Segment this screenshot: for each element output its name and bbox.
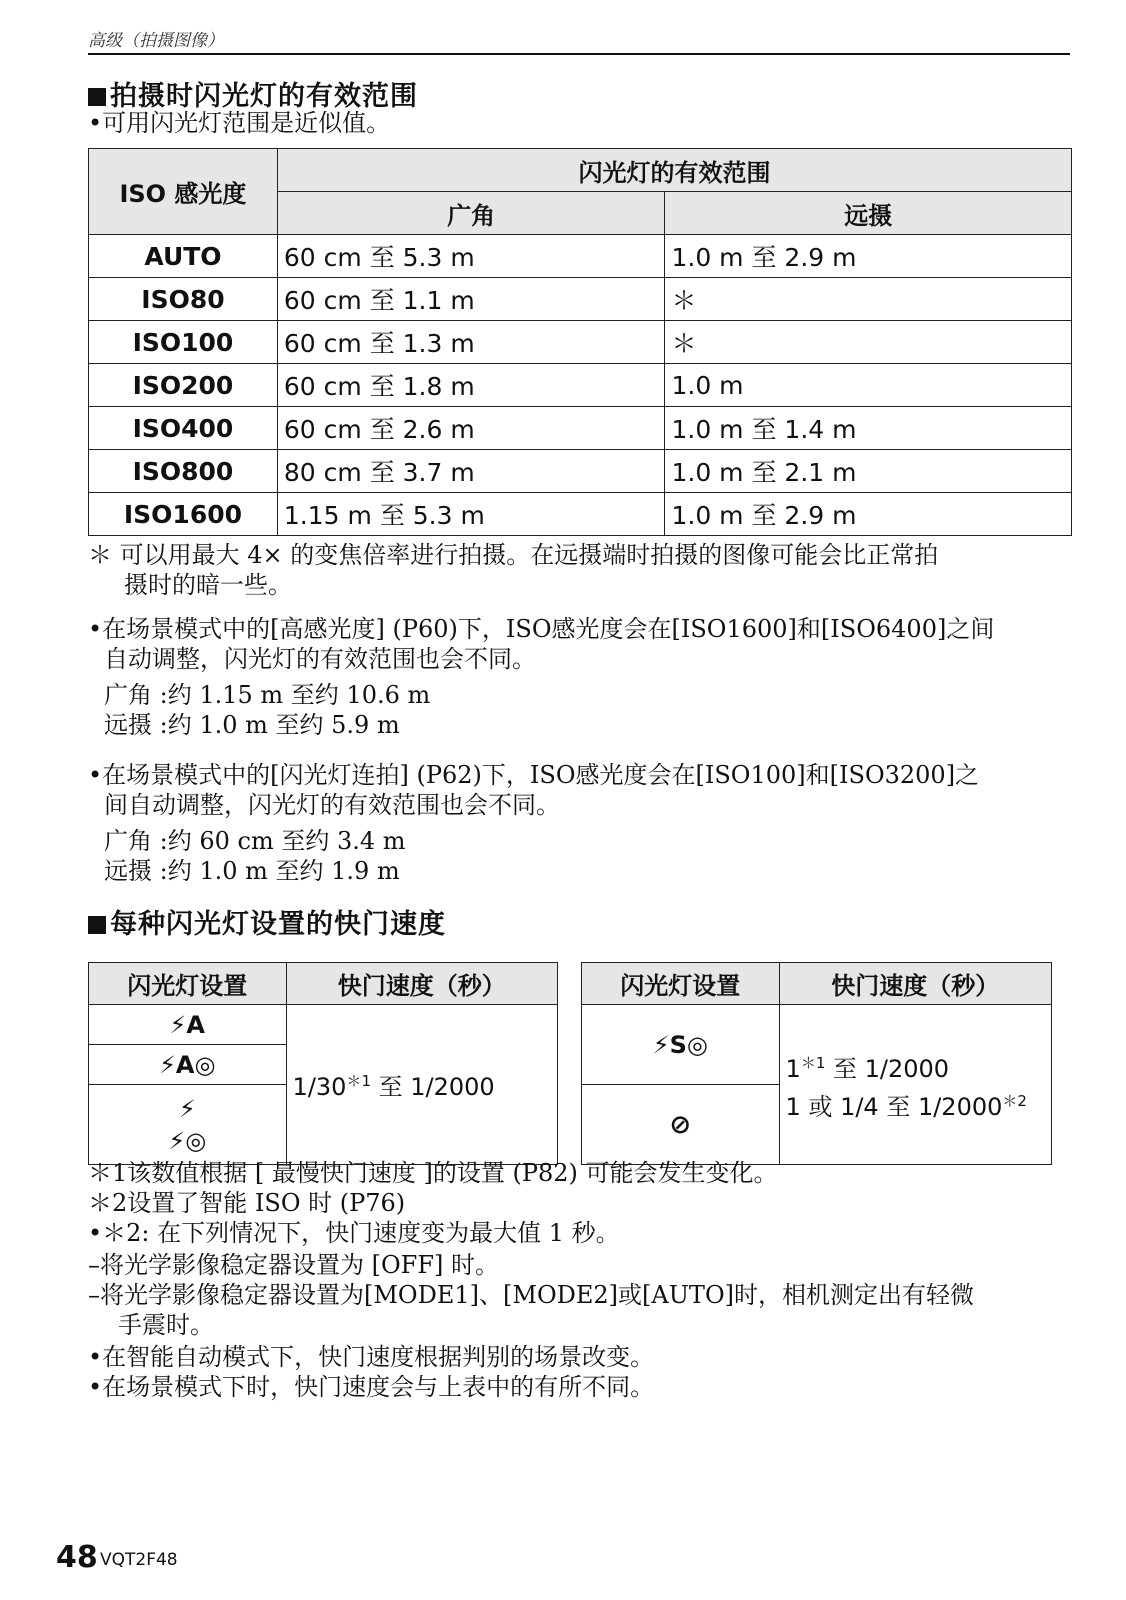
square-bullet-icon [88,916,106,934]
tele-cell: 1.0 m 至 2.9 m [665,493,1072,536]
note-ois-mode-line1: –将光学影像稳定器设置为[MODE1]、[MODE2]或[AUTO]时，相机测定出有轻微 [88,1281,974,1309]
table-row [89,407,1072,450]
high-sens-note-line2: 自动调整，闪光灯的有效范围也会不同。 [104,645,536,673]
page-number: 48 [56,1540,98,1575]
wide-cell: 60 cm 至 1.1 m [277,278,665,321]
square-bullet-icon [88,88,106,106]
note-max-shutter: •＊2: 在下列情况下，快门速度变为最大值 1 秒。 [88,1219,620,1247]
document-code: VQT2F48 [100,1550,178,1570]
flash-slow-sync-redeye-icon: ⚡S◎ [582,1005,780,1085]
col-header-flash-setting: 闪光灯设置 [89,963,287,1005]
wide-cell: 60 cm 至 2.6 m [277,407,665,450]
iso-cell: ISO1600 [89,493,278,536]
footnote-1: ＊1该数值根据 [ 最慢快门速度 ]的设置 (P82) 可能会发生变化。 [88,1159,778,1187]
header-rule [88,53,1070,55]
flash-range-note: •可用闪光灯范围是近似值。 [88,109,391,137]
shutter-table-right [581,962,1052,1165]
high-sens-note-line1: •在场景模式中的[高感光度] (P60)下，ISO感光度会在[ISO1600]和[ISO6400]之间 [88,615,995,643]
tele-cell: ＊ [665,278,1072,321]
table-row [89,364,1072,407]
tele-cell: 1.0 m [665,364,1072,407]
col-header-shutter-speed: 快门速度（秒） [779,963,1051,1005]
star-note-line2: 摄时的暗一些。 [124,571,292,599]
col-header-iso: ISO 感光度 [89,149,278,235]
tele-cell: 1.0 m 至 2.1 m [665,450,1072,493]
iso-cell: ISO800 [89,450,278,493]
col-header-range: 闪光灯的有效范围 [277,149,1071,192]
flash-burst-tele: 远摄 :约 1.0 m 至约 1.9 m [104,857,400,885]
high-sens-wide: 广角 :约 1.15 m 至约 10.6 m [104,681,431,709]
iso-cell: ISO100 [89,321,278,364]
tele-cell: 1.0 m 至 1.4 m [665,407,1072,450]
flash-burst-note-line1: •在场景模式中的[闪光灯连拍] (P62)下，ISO感光度会在[ISO100]和[ISO3200]之 [88,761,980,789]
wide-cell: 60 cm 至 5.3 m [277,235,665,278]
flash-forced-icons-cell [89,1085,287,1165]
flash-burst-note-line2: 间自动调整，闪光灯的有效范围也会不同。 [104,791,560,819]
table-row [89,450,1072,493]
wide-cell: 60 cm 至 1.3 m [277,321,665,364]
flash-range-table [88,148,1072,536]
flash-off-icon: ⊘ [582,1085,780,1165]
iso-cell: ISO400 [89,407,278,450]
footnote-2: ＊2设置了智能 ISO 时 (P76) [88,1189,406,1217]
table-row [89,321,1072,364]
col-header-flash-setting: 闪光灯设置 [582,963,780,1005]
high-sens-tele: 远摄 :约 1.0 m 至约 5.9 m [104,711,400,739]
iso-cell: AUTO [89,235,278,278]
flash-auto-icon: ⚡A [89,1005,287,1045]
flash-auto-redeye-icon: ⚡A◎ [89,1045,287,1085]
flash-forced-on-icon: ⚡ [178,1094,196,1123]
note-intelligent-auto: •在智能自动模式下，快门速度根据判别的场景改变。 [88,1343,655,1371]
flash-burst-wide: 广角 :约 60 cm 至约 3.4 m [104,827,406,855]
iso-cell: ISO200 [89,364,278,407]
wide-cell: 80 cm 至 3.7 m [277,450,665,493]
wide-cell: 1.15 m 至 5.3 m [277,493,665,536]
tele-cell: ＊ [665,321,1072,364]
note-ois-off: –将光学影像稳定器设置为 [OFF] 时。 [88,1251,499,1279]
note-ois-mode-line2: 手震时。 [118,1311,214,1339]
running-header: 高级（拍摄图像） [88,31,224,51]
note-scene-mode: •在场景模式下时，快门速度会与上表中的有所不同。 [88,1373,655,1401]
wide-cell: 60 cm 至 1.8 m [277,364,665,407]
section-title-flash-range: 拍摄时闪光灯的有效范围 [88,74,418,113]
left-speed-cell: $1/30^{*1}$ 至 1/2000 [286,1005,557,1165]
flash-forced-redeye-icon: ⚡◎ [168,1126,207,1155]
section-title-shutter-speed: 每种闪光灯设置的快门速度 [88,902,446,941]
tele-cell: 1.0 m 至 2.9 m [665,235,1072,278]
table-row [89,493,1072,536]
table-row [89,235,1072,278]
col-header-tele: 远摄 [665,192,1072,235]
shutter-table-left [88,962,558,1165]
table-row [89,278,1072,321]
star-note-line1: ＊ 可以用最大 4× 的变焦倍率进行拍摄。在远摄端时拍摄的图像可能会比正常拍 [88,541,939,569]
iso-cell: ISO80 [89,278,278,321]
right-speed-cell: $1^{*1}$ 至 1/2000 1 或 1/4 至 $1/2000^{*2}$ [779,1005,1051,1165]
col-header-wide: 广角 [277,192,665,235]
col-header-shutter-speed: 快门速度（秒） [286,963,557,1005]
